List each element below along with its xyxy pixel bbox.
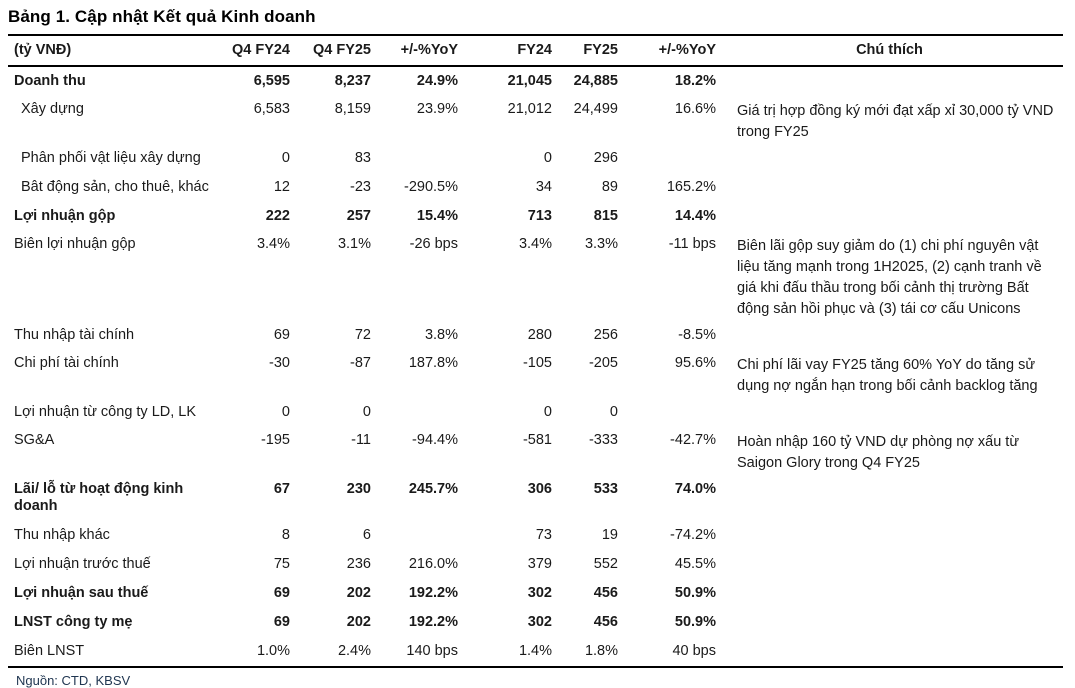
row-label: Biên lợi nhuận gộp — [14, 236, 136, 252]
value-cell: 83 — [354, 150, 371, 166]
value-cell: 89 — [601, 179, 618, 195]
value-cell: 202 — [346, 585, 371, 601]
note-cell — [716, 321, 1063, 350]
value-cell: 302 — [527, 585, 552, 601]
value-cell: 256 — [593, 327, 618, 343]
value-cell: 1.8% — [584, 643, 618, 659]
value-cell: 165.2% — [666, 179, 716, 195]
table-row — [8, 579, 1063, 608]
col-header-fy24: FY24 — [517, 42, 552, 58]
value-cell: -42.7% — [670, 432, 716, 448]
value-cell: 69 — [273, 585, 290, 601]
value-cell: 24,499 — [573, 101, 618, 117]
value-cell — [618, 398, 716, 427]
table-row — [8, 321, 1063, 350]
note-cell — [716, 144, 1063, 173]
table-row — [8, 350, 1063, 398]
value-cell: 14.4% — [674, 208, 716, 224]
value-cell — [371, 144, 458, 173]
value-cell: 72 — [354, 327, 371, 343]
row-label: Lãi/ lỗ từ hoạt động kinh doanh — [14, 481, 184, 514]
value-cell: 236 — [346, 556, 371, 572]
value-cell: 75 — [273, 556, 290, 572]
value-cell: 12 — [273, 179, 290, 195]
value-cell: 0 — [281, 150, 290, 166]
value-cell: -11 — [351, 432, 371, 448]
value-cell: 73 — [535, 527, 552, 543]
table-row — [8, 144, 1063, 173]
value-cell: 24.9% — [416, 73, 458, 89]
value-cell: 192.2% — [408, 614, 458, 630]
table-row — [8, 96, 1063, 144]
value-cell: 34 — [535, 179, 552, 195]
table-row — [8, 231, 1063, 321]
col-header-yoy-year: +/-%YoY — [658, 42, 716, 58]
col-header-q4fy25: Q4 FY25 — [312, 42, 371, 58]
value-cell: 45.5% — [674, 556, 716, 572]
value-cell: 2.4% — [337, 643, 371, 659]
value-cell: 6,595 — [253, 73, 290, 89]
col-header-fy25: FY25 — [583, 42, 618, 58]
value-cell: 24,885 — [573, 73, 618, 89]
value-cell: -8.5% — [678, 327, 716, 343]
value-cell: 95.6% — [674, 355, 716, 371]
value-cell: 216.0% — [408, 556, 458, 572]
page-title: Bảng 1. Cập nhật Kết quả Kinh doanh — [8, 7, 316, 26]
value-cell: 6 — [362, 527, 371, 543]
value-cell: 379 — [527, 556, 552, 572]
note-cell — [716, 550, 1063, 579]
value-cell: 1.0% — [256, 643, 290, 659]
table-row — [8, 398, 1063, 427]
value-cell: -26 bps — [409, 236, 458, 252]
row-label: Lợi nhuận sau thuế — [14, 585, 149, 601]
value-cell — [618, 144, 716, 173]
note-cell — [716, 66, 1063, 96]
value-cell: 3.4% — [256, 236, 290, 252]
note-cell — [716, 637, 1063, 667]
row-label: Doanh thu — [14, 73, 86, 89]
value-cell: 280 — [527, 327, 552, 343]
value-cell: 140 bps — [406, 643, 458, 659]
table-row — [8, 202, 1063, 231]
value-cell: -30 — [269, 355, 290, 371]
value-cell: 552 — [593, 556, 618, 572]
value-cell: -195 — [260, 432, 290, 448]
value-cell: 8,159 — [334, 101, 371, 117]
value-cell: -23 — [350, 179, 371, 195]
value-cell: 0 — [543, 404, 552, 420]
value-cell: 16.6% — [674, 101, 716, 117]
value-cell: -11 bps — [668, 236, 716, 252]
value-cell: 23.9% — [416, 101, 458, 117]
value-cell: 67 — [273, 481, 290, 497]
value-cell: 40 bps — [672, 643, 716, 659]
value-cell: 50.9% — [674, 614, 716, 630]
value-cell: 257 — [346, 208, 371, 224]
source-note: Nguồn: CTD, KBSV — [16, 673, 131, 688]
note-cell — [716, 202, 1063, 231]
value-cell: 202 — [346, 614, 371, 630]
row-label: Lợi nhuận từ công ty LD, LK — [14, 404, 197, 420]
table-row — [8, 608, 1063, 637]
row-label: Lợi nhuận trước thuế — [14, 556, 151, 572]
value-cell: 8 — [281, 527, 290, 543]
value-cell: 21,012 — [507, 101, 552, 117]
value-cell: 3.4% — [518, 236, 552, 252]
value-cell: 456 — [593, 585, 618, 601]
note-cell — [716, 579, 1063, 608]
value-cell: 15.4% — [416, 208, 458, 224]
row-label: Xây dựng — [21, 101, 84, 117]
table-row — [8, 637, 1063, 667]
results-table — [8, 34, 1063, 668]
row-label: SG&A — [14, 432, 55, 448]
note-cell — [716, 475, 1063, 521]
row-label: LNST công ty mẹ — [14, 614, 133, 630]
row-label: Thu nhập khác — [14, 527, 110, 543]
row-label: Biên LNST — [14, 643, 85, 659]
value-cell: 3.1% — [337, 236, 371, 252]
row-label: Bât động sản, cho thuê, khác — [21, 179, 209, 195]
value-cell: -290.5% — [403, 179, 458, 195]
value-cell — [371, 521, 458, 550]
value-cell: 192.2% — [408, 585, 458, 601]
value-cell: 533 — [593, 481, 618, 497]
value-cell: 19 — [601, 527, 618, 543]
value-cell: 8,237 — [334, 73, 371, 89]
value-cell: 815 — [593, 208, 618, 224]
note-cell — [716, 608, 1063, 637]
value-cell: 3.3% — [584, 236, 618, 252]
value-cell: 69 — [273, 327, 290, 343]
value-cell: 3.8% — [424, 327, 458, 343]
value-cell: -581 — [522, 432, 552, 448]
table-body — [8, 66, 1063, 667]
note-cell: Giá trị hợp đồng ký mới đạt xấp xỉ 30,000 tỷ VND trong FY25 — [737, 103, 1054, 140]
value-cell — [371, 398, 458, 427]
value-cell: 1.4% — [518, 643, 552, 659]
value-cell: -333 — [588, 432, 618, 448]
value-cell: 18.2% — [674, 73, 716, 89]
value-cell: 306 — [527, 481, 552, 497]
value-cell: 713 — [527, 208, 552, 224]
note-cell — [716, 173, 1063, 202]
value-cell: -205 — [588, 355, 618, 371]
col-header-unit: (tỷ VNĐ) — [14, 42, 72, 58]
value-cell: -105 — [522, 355, 552, 371]
note-cell — [716, 398, 1063, 427]
value-cell: 230 — [346, 481, 371, 497]
value-cell: 74.0% — [674, 481, 716, 497]
value-cell: 0 — [281, 404, 290, 420]
value-cell: 6,583 — [253, 101, 290, 117]
table-row — [8, 173, 1063, 202]
value-cell: 0 — [543, 150, 552, 166]
value-cell: 245.7% — [408, 481, 458, 497]
col-header-notes: Chú thích — [856, 42, 923, 58]
note-cell: Chi phí lãi vay FY25 tăng 60% YoY do tăng sử dụng nợ ngắn hạn trong bối cảnh backlog tăng — [737, 357, 1038, 394]
value-cell: 21,045 — [507, 73, 552, 89]
value-cell: 456 — [593, 614, 618, 630]
row-label: Thu nhập tài chính — [14, 327, 135, 343]
table-row — [8, 550, 1063, 579]
note-cell: Hoàn nhập 160 tỷ VND dự phòng nợ xấu từ Saigon Glory trong Q4 FY25 — [737, 434, 1020, 471]
value-cell: 0 — [609, 404, 618, 420]
value-cell: -74.2% — [670, 527, 716, 543]
value-cell: 50.9% — [674, 585, 716, 601]
value-cell: 187.8% — [408, 355, 458, 371]
value-cell: -87 — [350, 355, 371, 371]
table-row — [8, 66, 1063, 96]
table-header-row — [8, 35, 1063, 66]
table-row — [8, 427, 1063, 475]
value-cell: 222 — [265, 208, 290, 224]
note-cell: Biên lãi gộp suy giảm do (1) chi phí nguyên vật liệu tăng mạnh trong 1H2025, (2) cạnh tranh về giá khi đấu thầu trong bối cảnh thị trường Bất động sản hồi phục và (3) tái cơ cấu Unicons — [737, 238, 1042, 317]
row-label: Lợi nhuận gộp — [14, 208, 116, 224]
value-cell: -94.4% — [412, 432, 458, 448]
table-row — [8, 475, 1063, 521]
note-cell — [716, 521, 1063, 550]
row-label: Chi phí tài chính — [14, 355, 119, 371]
value-cell: 296 — [593, 150, 618, 166]
row-label: Phân phối vật liệu xây dựng — [21, 150, 201, 166]
col-header-q4fy24: Q4 FY24 — [231, 42, 290, 58]
value-cell: 302 — [527, 614, 552, 630]
value-cell: 0 — [362, 404, 371, 420]
table-row — [8, 521, 1063, 550]
value-cell: 69 — [273, 614, 290, 630]
col-header-yoy-quarter: +/-%YoY — [400, 42, 458, 58]
